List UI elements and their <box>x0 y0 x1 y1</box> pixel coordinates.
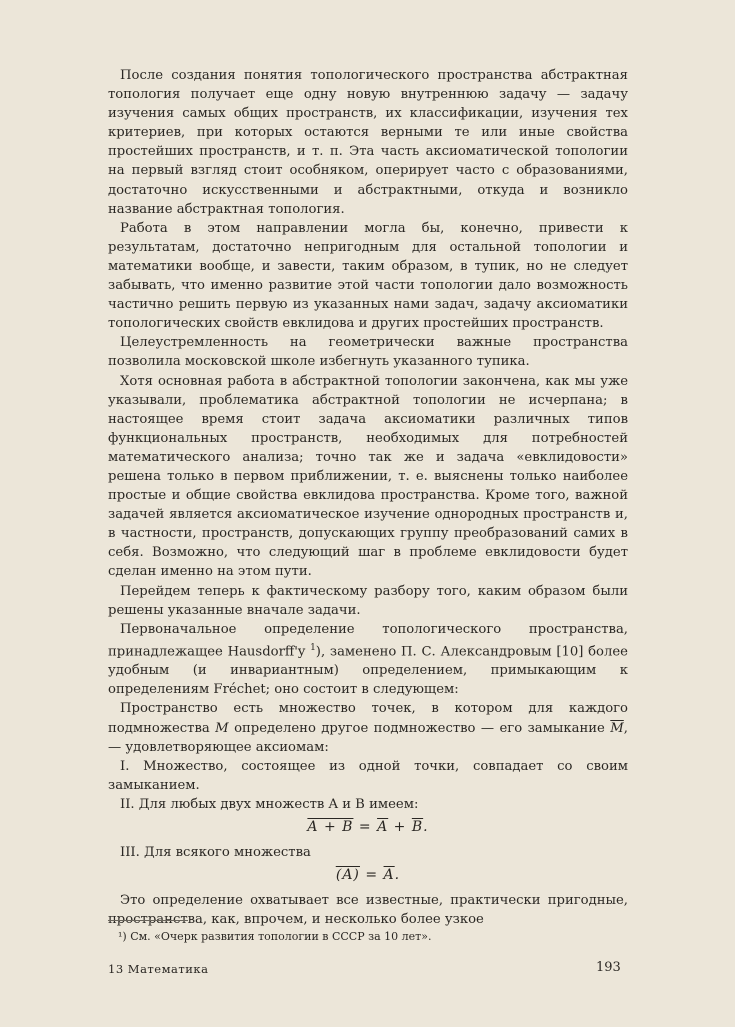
set-m-closure: $\overline{M}$ <box>610 720 624 736</box>
paragraph-3: Целеустремленность на геометрически важные пространства позволила московской школе избегнуть указанного тупика. <box>108 335 628 370</box>
formula-2-lhs: A + B <box>307 819 354 836</box>
formula-3-lhs <box>336 867 360 883</box>
axiom-3: III. Для всякого множества <box>120 845 311 861</box>
paragraph-6-after: , заменено П. С. Александровым [10] более удобным (и инвариантным) определением, примыкающим к определениям Fréchet; оно состоит в следующем: <box>108 644 628 698</box>
paragraph-7-after: , — удовлетворяющее аксиомам: <box>108 720 628 755</box>
formula-3-inner: (A) <box>335 867 360 884</box>
axiom-2: II. Для любых двух множеств A и B имеем: <box>120 796 419 812</box>
paragraph-7-before: Пространство есть множество точек, в котором для каждого подмножества <box>108 701 628 736</box>
formula-2-plus: + <box>388 819 412 836</box>
set-m: M <box>215 720 229 736</box>
formula-2-rhs-b: $\overline{B}$ <box>411 819 424 836</box>
paragraph-2: Работа в этом направлении могла бы, конечно, привести к результатам, достаточно непригодным для остальной топологии и математики вообще, и завести, таким образом, в тупик, но не следует забывать, что именно развитие этой части топологии дало возможность частично решить первую из указанных нами задач, задачу аксиоматики топологических свойств евклидова и других простейших пространств. <box>108 220 628 332</box>
axiom-1: I. Множество, состоящее из одной точки, совпадает со своим замыканием. <box>108 758 628 793</box>
footnote: ¹) См. «Очерк развития топологии в СССР за 10 лет». <box>118 930 432 943</box>
paragraph-1: После создания понятия топологического пространства абстрактная топология получает еще одну новую внутреннюю задачу — задачу изучения самых общих пространств, их классификации, изучения тех критериев, при которых остаются верными те или иные свойства простейших пространств, и т. п. Эта часть аксиоматической топологии на первый взгляд стоит особняком, оперирует часто с образованиями, достаточно искусственными и абстрактными, откуда и возникло название абстрактная топология. <box>108 68 628 217</box>
formula-2-rhs-a: $\overline{A}$ <box>377 819 389 836</box>
paragraph-7-middle: определено другое подмножество — его замыкание <box>228 720 611 736</box>
paragraph-7 <box>108 699 628 756</box>
paragraph-6: Первоначальное определение топологического пространства, принадлежащее Hausdorff'y $^1$), заменено П. С. Александровым [10] более удобным (и инвариантным) определением, примыкающим к определениям Fréchet; оно состоит в следующем: <box>108 621 628 698</box>
formula-3-rhs: $\overline{A}$ <box>383 867 395 884</box>
paragraph-final: Это определение охватывает все известные, практически пригодные, пространства, как, впрочем, и несколько более узкое <box>108 893 628 928</box>
main-text <box>108 66 628 930</box>
paragraph-6-before: Первоначальное определение топологического пространства, принадлежащее Hausdorff'y <box>108 621 628 660</box>
formula-axiom-3: $(A) = \overline{A}$. <box>335 867 401 884</box>
signature-mark: 13 Математика <box>108 962 209 976</box>
paragraph-5: Перейдем теперь к фактическому разбору того, каким образом были решены указанные вначале задачи. <box>108 583 628 618</box>
footnote-marker: 1 <box>310 642 316 653</box>
formula-3-end: . <box>394 867 401 884</box>
paragraph-4: Хотя основная работа в абстрактной топологии закончена, как мы уже указывали, проблематика абстрактной топологии не исчерпана; в настоящее время стоит задача аксиоматики различных типов функциональных пространств, необходимых для потребностей математического анализа; точно так же и задача «евклидовости» решена только в первом приближении, т. е. выяснены только наиболее простые и общие свойства евклидова пространства. Кроме того, важной задачей является аксиоматическое изучение однородных пространств и, в частности, пространств, допускающих группу преобразований самих в себя. Возможно, что следующий шаг в проблеме евклидовости будет сделан именно на этом пути. <box>108 373 628 580</box>
formula-2-end: . <box>423 819 429 836</box>
footnote-divider <box>108 920 188 921</box>
formula-axiom-2: $A + B = \overline{A} + \overline{B}$. <box>307 819 429 836</box>
page-number: 193 <box>596 960 621 975</box>
